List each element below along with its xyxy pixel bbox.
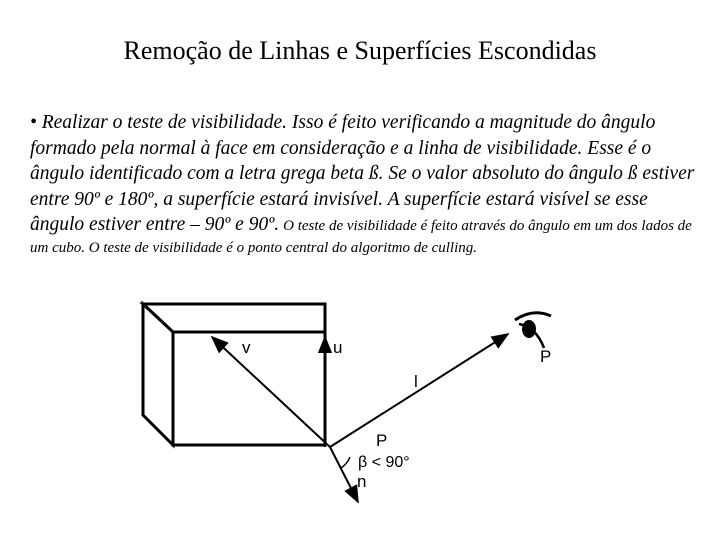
eye-icon [515, 313, 551, 348]
label-l: l [414, 372, 418, 391]
body-paragraph [30, 110, 695, 258]
beta-arc [341, 457, 350, 468]
slide-title: Remoção de Linhas e Superfícies Escondidas [123, 36, 597, 65]
cube [143, 304, 325, 445]
main-text: • Realizar o teste de visibilidade. Isso é feito verificando a magnitude do ângulo formado pela normal à face em consideração e a linha de visibilidade. Esse é o ângulo identificado com a letra grega beta ß. Se o valor absoluto do ângulo ß estiver entre 90º e 180º, a superfície estará invisível. A superfície estará visível se esse ângulo estiver entre – 90º e 90º. [30, 112, 695, 235]
vector-n [330, 447, 358, 502]
label-u: u [333, 338, 343, 357]
vector-l [330, 334, 508, 447]
label-p-eye: P [540, 347, 552, 366]
label-beta: β < 90° [358, 454, 410, 471]
label-p-point: P [376, 431, 388, 450]
small-text: O teste de visibilidade é feito através do ângulo em um dos lados de um cubo. O teste de visibilidade é o ponto central do algoritmo de culling. [30, 218, 692, 256]
label-v: v [242, 338, 251, 357]
visibility-diagram [0, 290, 720, 530]
label-n: n [357, 472, 367, 491]
